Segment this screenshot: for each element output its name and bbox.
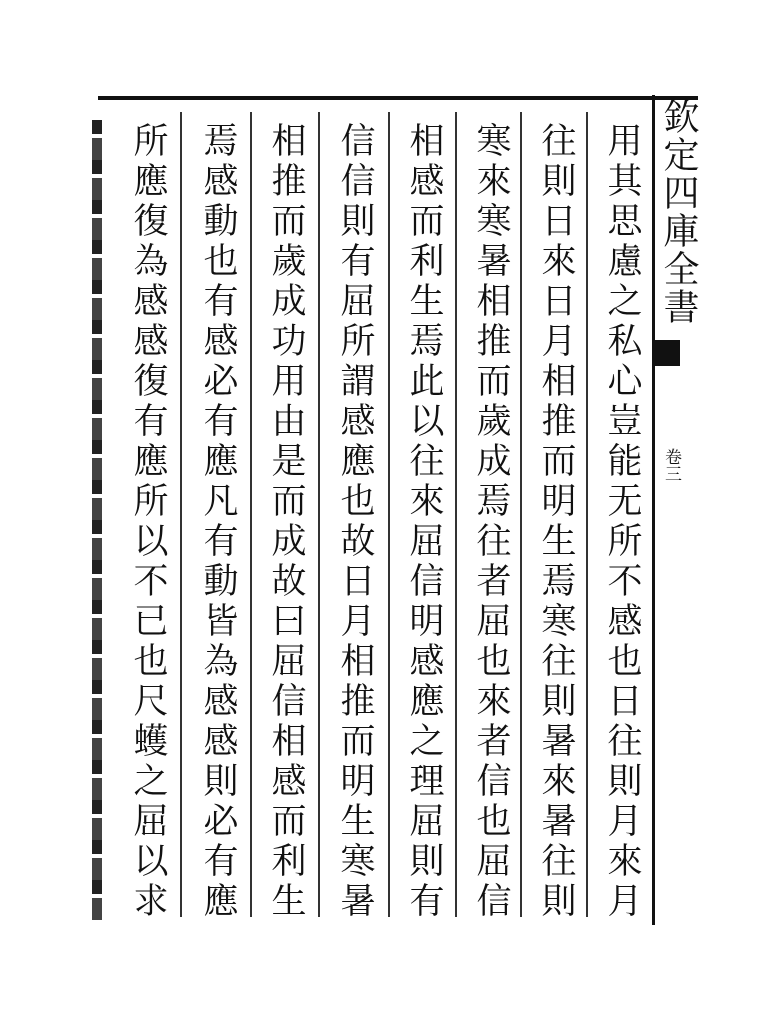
text-column-8: 所應復為感感復有應所以不已也尺蠖之屈以求 <box>128 122 168 922</box>
page-border-left <box>92 120 102 920</box>
page-border-top <box>98 96 698 100</box>
text-column-7: 焉感動也有感必有應凡有動皆為感感則必有應 <box>198 122 238 922</box>
margin-volume-label: 卷三 <box>661 448 681 482</box>
column-rule <box>318 112 320 917</box>
column-rule <box>455 112 457 917</box>
text-column-3: 寒來寒暑相推而歲成焉往者屈也來者信也屈信 <box>471 122 511 922</box>
text-column-2: 往則日來日月相推而明生焉寒往則暑來暑往則 <box>536 122 576 922</box>
column-rule <box>180 112 182 917</box>
text-column-1: 用其思慮之私心豈能无所不感也日往則月來月 <box>602 122 642 922</box>
column-rule <box>388 112 390 917</box>
column-rule <box>586 112 588 917</box>
margin-book-title: 欽定四庫全書 <box>658 98 699 326</box>
text-column-4: 相感而利生焉此以往來屈信明感應之理屈則有 <box>404 122 444 922</box>
text-column-6: 相推而歲成功用由是而成故曰屈信相感而利生 <box>266 122 306 922</box>
fishtail-mark <box>654 340 680 366</box>
text-column-5: 信信則有屈所謂感應也故日月相推而明生寒暑 <box>335 122 375 922</box>
column-rule <box>250 112 252 917</box>
